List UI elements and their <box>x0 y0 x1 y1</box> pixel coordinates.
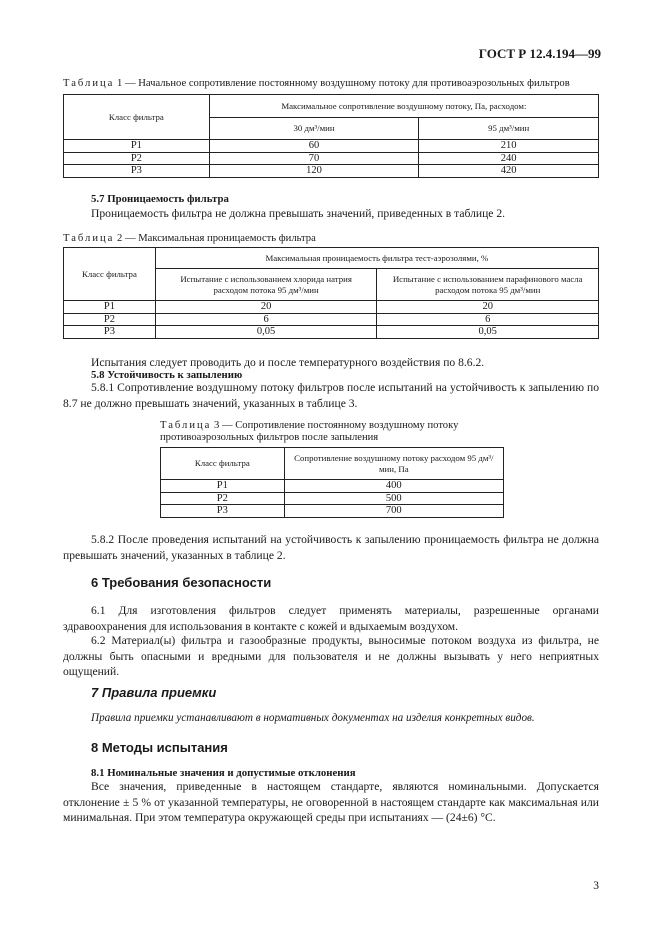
section-5-7-text: Проницаемость фильтра не должна превышать значений, приведенных в таблице 2. <box>91 207 506 220</box>
test-note: Испытания следует проводить до и после температурного воздействия по 8.6.2. <box>91 356 485 369</box>
table-cell: P1 <box>161 480 285 493</box>
table-row <box>64 165 599 178</box>
table-cell: P1 <box>64 301 156 314</box>
table-cell: 0,05 <box>155 326 377 339</box>
table-cell: 20 <box>155 301 377 314</box>
table-cell: 6 <box>155 313 377 326</box>
table-row <box>64 326 599 339</box>
section-6-2: 6.2 Материал(ы) фильтра и газообразные продукты, выносимые потоком воздуха из фильтра, не должны быть опасными и вредными для пользователя и не должны вызывать у него неприятных ощущений. <box>63 634 599 678</box>
table3-caption <box>160 420 458 444</box>
table-row <box>161 505 504 518</box>
table-cell: 210 <box>419 140 599 153</box>
section-5-7-heading: 5.7 Проницаемость фильтра <box>91 193 229 205</box>
table-cell: P3 <box>64 326 156 339</box>
table3 <box>160 447 504 518</box>
section-7-text: Правила приемки устанавливают в нормативных документах на изделия конкретных видов. <box>91 712 535 724</box>
table-cell: P2 <box>161 492 285 505</box>
table-cell: 60 <box>209 140 419 153</box>
table-cell: 20 <box>377 301 599 314</box>
table-cell: 700 <box>284 505 503 518</box>
table2 <box>63 247 599 339</box>
table2-caption <box>63 233 316 244</box>
section-6-1: 6.1 Для изготовления фильтров следует применять материалы, разрешенные органами здравоохранения для использования в контакте с кожей и вдыхаемым воздухом. <box>63 604 599 633</box>
section-5-8-1: 5.8.1 Сопротивление воздушному потоку фильтров после испытаний на устойчивость к запылению по 8.7 не должно превышать значений, указанных в таблице 3. <box>63 381 599 410</box>
table-row <box>64 140 599 153</box>
table1-caption <box>63 78 570 89</box>
table-cell: 500 <box>284 492 503 505</box>
table1 <box>63 94 599 178</box>
table2-label: Таблица <box>63 233 115 244</box>
table-cell: 240 <box>419 152 599 165</box>
table-cell: 0,05 <box>377 326 599 339</box>
table3-header-value: Сопротивление воздушному потоку расходом 95 дм³/мин, Па <box>284 448 503 480</box>
page-number: 3 <box>593 880 599 892</box>
table2-header-group: Максимальная проницаемость фильтра тест-аэрозолями, % <box>155 248 598 269</box>
table-cell: P2 <box>64 152 210 165</box>
standard-number: ГОСТ Р 12.4.194—99 <box>478 46 601 61</box>
table-cell: 70 <box>209 152 419 165</box>
table2-header-oil: Испытание с использованием парафинового масла расходом потока 95 дм³/мин <box>377 269 599 301</box>
table2-header-class: Класс фильтра <box>64 248 156 301</box>
table3-caption-line2: противоаэрозольных фильтров после запыления <box>160 432 379 443</box>
table1-header-30: 30 дм³/мин <box>209 118 419 140</box>
section-5-8-heading: 5.8 Устойчивость к запылению <box>91 369 243 381</box>
table-cell: P2 <box>64 313 156 326</box>
table-cell: P1 <box>64 140 210 153</box>
section-8-heading: 8 Методы испытания <box>91 740 228 755</box>
table-cell: 6 <box>377 313 599 326</box>
table2-header-nacl: Испытание с использованием хлорида натрия расходом потока 95 дм³/мин <box>155 269 377 301</box>
table1-header-95: 95 дм³/мин <box>419 118 599 140</box>
table-row <box>64 301 599 314</box>
table3-label: Таблица <box>160 420 212 431</box>
section-8-1-text: Все значения, приведенные в настоящем стандарте, являются номинальными. Допускается отклонение ± 5 % от указанной температуры, не оговоренной в настоящем стандарте как максимальная или минимальная. При этом температура окружающей среды при испытаниях — (24±6) °С. <box>63 780 599 824</box>
table1-header-class: Класс фильтра <box>64 95 210 140</box>
table-row <box>161 492 504 505</box>
table3-header-class: Класс фильтра <box>161 448 285 480</box>
table-row <box>64 313 599 326</box>
table1-header-group: Максимальное сопротивление воздушному потоку, Па, расходом: <box>209 95 598 118</box>
section-8-1-heading: 8.1 Номинальные значения и допустимые отклонения <box>91 767 356 779</box>
table-cell: 400 <box>284 480 503 493</box>
table-cell: 420 <box>419 165 599 178</box>
table-row <box>161 480 504 493</box>
section-7-heading: 7 Правила приемки <box>91 685 217 700</box>
table2-caption-text: 2 — Максимальная проницаемость фильтра <box>117 233 316 244</box>
section-5-8-2: 5.8.2 После проведения испытаний на устойчивость к запылению проницаемость фильтра не должна превышать значений, указанных в таблице 2. <box>63 533 599 562</box>
table1-caption-text: 1 — Начальное сопротивление постоянному воздушному потоку для противоаэрозольных фильтров <box>117 78 570 89</box>
table3-caption-text: 3 — Сопротивление постоянному воздушному потоку <box>214 420 459 431</box>
table-cell: P3 <box>161 505 285 518</box>
table-cell: P3 <box>64 165 210 178</box>
table-row <box>64 152 599 165</box>
table1-label: Таблица <box>63 78 115 89</box>
table-cell: 120 <box>209 165 419 178</box>
section-6-heading: 6 Требования безопасности <box>91 575 272 590</box>
